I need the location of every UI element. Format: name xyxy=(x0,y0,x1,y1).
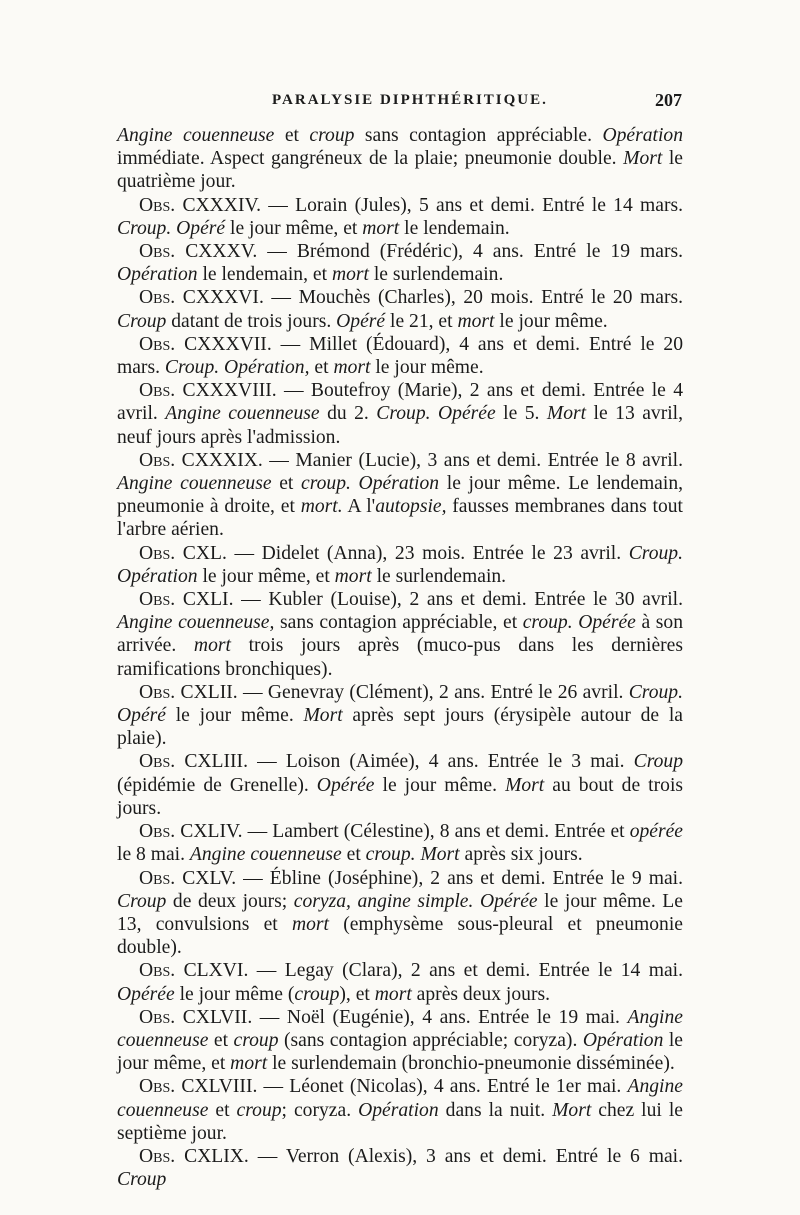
text-run: (emphysème sous-pleural et pneumonie double). xyxy=(117,913,683,959)
text-run: le 21, et xyxy=(385,310,458,332)
text-run: chez lui le septième jour. xyxy=(117,1099,683,1144)
text-run: CXXXIX. — Manier (Lucie), 3 ans et demi. Entrée le 8 avril. xyxy=(175,449,683,471)
text-run: fausses membranes dans tout l'arbre aérien. xyxy=(117,496,683,541)
running-title: PARALYSIE DIPHTHÉRITIQUE. xyxy=(272,92,548,108)
italic-text: Angine couenneuse xyxy=(117,1006,683,1051)
italic-text: Opérée xyxy=(316,774,375,796)
italic-text: croup xyxy=(294,983,340,1005)
observation-paragraph xyxy=(117,124,683,194)
text-run: le jour même. xyxy=(165,705,304,727)
italic-text: mort xyxy=(291,913,329,935)
observation-paragraph xyxy=(117,194,683,240)
italic-text: Opération xyxy=(602,125,683,146)
text-run: le surlendemain (bronchio-pneumonie disséminée). xyxy=(267,1053,675,1075)
observation-label: Obs. xyxy=(139,1006,176,1028)
text-run: CXXXVI. — Mouchès (Charles), 20 mois. Entré le 20 mars. xyxy=(175,287,683,309)
page-number: 207 xyxy=(655,90,682,110)
observation-paragraph xyxy=(117,1075,683,1145)
text-run: le jour même. xyxy=(494,310,608,332)
text-run: le lendemain, et xyxy=(197,264,332,286)
text-run: ; coryza. xyxy=(281,1099,359,1121)
italic-text: croup xyxy=(309,125,355,146)
italic-text: Croup. Opération, xyxy=(164,357,310,379)
text-run: CLXVI. — Legay (Clara), 2 ans et demi. Entrée le 14 mai. xyxy=(175,960,683,982)
observation-label: Obs. xyxy=(139,751,176,773)
italic-text: Croup xyxy=(633,751,683,773)
text-run: A l' xyxy=(342,496,376,518)
page-header xyxy=(0,92,800,118)
italic-text: mort xyxy=(457,310,495,332)
observation-paragraph xyxy=(117,286,683,332)
text-run: CXLV. — Ébline (Joséphine), 2 ans et demi. Entrée le 9 mai. xyxy=(175,867,683,889)
italic-text: Angine couenneuse, xyxy=(117,612,275,634)
text-run: le jour même. Le 13, convulsions et xyxy=(117,890,683,935)
italic-text: Mort xyxy=(505,774,545,796)
text-run: le jour même. xyxy=(370,357,484,379)
text-run: le jour même, et xyxy=(225,217,363,239)
observation-paragraph xyxy=(117,240,683,286)
italic-text: Angine couenneuse xyxy=(117,125,275,146)
italic-text: mort. xyxy=(300,496,343,518)
text-run: CXXXVII. — Millet (Édouard), 4 ans et demi. Entré le 20 mars. xyxy=(117,333,683,379)
observation-label: Obs. xyxy=(139,449,176,471)
italic-text: mort xyxy=(334,565,372,587)
observation-label: Obs. xyxy=(139,867,176,889)
italic-text: Mort xyxy=(552,1099,592,1121)
observation-label: Obs. xyxy=(139,1076,176,1098)
text-run: CXLIII. — Loison (Aimée), 4 ans. Entrée le 3 mai. xyxy=(175,751,634,773)
italic-text: Croup. Opération xyxy=(117,542,683,587)
observation-label: Obs. xyxy=(139,241,176,263)
italic-text: coryza, angine simple. Opérée xyxy=(293,890,538,912)
text-run: après sept jours (érysipèle autour de la plaie). xyxy=(117,705,683,750)
text-run: datant de trois jours. xyxy=(166,310,337,332)
text-run: de deux jours; xyxy=(166,890,294,912)
italic-text: croup. Mort xyxy=(365,844,460,866)
italic-text: Angine couenneuse xyxy=(117,1076,683,1121)
text-run: (épidémie de Grenelle). xyxy=(117,774,317,796)
text-run: et xyxy=(208,1029,234,1051)
text-run: CXLIV. — Lambert (Célestine), 8 ans et demi. Entrée et xyxy=(175,821,630,843)
observation-label: Obs. xyxy=(139,681,176,703)
text-run: et xyxy=(309,357,334,379)
italic-text: Mort xyxy=(623,148,663,170)
italic-text: Croup xyxy=(117,310,167,332)
observation-label: Obs. xyxy=(139,1145,176,1167)
text-run: et xyxy=(341,844,366,866)
text-run: sans contagion appréciable. xyxy=(354,125,603,146)
italic-text: mort xyxy=(193,635,231,657)
italic-text: Angine couenneuse xyxy=(189,844,342,866)
italic-text: Opération xyxy=(358,1099,439,1121)
text-run: CXLVIII. — Léonet (Nicolas), 4 ans. Entré le 1er mai. xyxy=(175,1076,628,1098)
text-run: ), et xyxy=(339,983,375,1005)
observation-label: Obs. xyxy=(139,194,176,216)
observation-label: Obs. xyxy=(139,380,176,402)
observation-paragraph xyxy=(117,449,683,542)
text-run: CXL. — Didelet (Anna), 23 mois. Entrée le 23 avril. xyxy=(175,542,629,564)
italic-text: croup. Opérée xyxy=(522,612,636,634)
observation-paragraph xyxy=(117,1006,683,1076)
italic-text: Opération xyxy=(582,1029,664,1051)
italic-text: mort xyxy=(362,217,400,239)
text-run: le jour même ( xyxy=(174,983,295,1005)
observation-label: Obs. xyxy=(139,589,176,611)
observation-label: Obs. xyxy=(139,333,176,355)
text-run: le jour même, et xyxy=(117,1029,683,1075)
text-run: le lendemain. xyxy=(399,217,510,239)
text-run: le surlendemain. xyxy=(368,264,504,286)
italic-text: Angine couenneuse xyxy=(165,403,320,425)
italic-text: Croup. Opéré xyxy=(117,217,226,239)
text-run: CXLIX. — Verron (Alexis), 3 ans et demi. Entré le 6 mai. xyxy=(175,1145,683,1167)
text-run: le jour même. xyxy=(374,774,506,796)
text-run: (sans contagion appréciable; coryza). xyxy=(278,1029,583,1051)
italic-text: autopsie, xyxy=(375,496,447,518)
observation-paragraph xyxy=(117,681,683,751)
italic-text: mort xyxy=(333,357,371,379)
text-run: CXLI. — Kubler (Louise), 2 ans et demi. Entrée le 30 avril. xyxy=(175,589,683,611)
italic-text: Croup xyxy=(117,1169,167,1191)
italic-text: Opéré xyxy=(336,310,386,332)
body-text xyxy=(117,124,683,1191)
observation-paragraph xyxy=(117,959,683,1005)
observation-label: Obs. xyxy=(139,542,176,564)
observation-paragraph xyxy=(117,750,683,820)
text-run: après six jours. xyxy=(459,844,583,866)
text-run: sans contagion appréciable, et xyxy=(274,612,523,634)
italic-text: opérée xyxy=(629,821,683,843)
observation-label: Obs. xyxy=(139,287,176,309)
text-run: à son arrivée. xyxy=(117,612,684,657)
observation-paragraph xyxy=(117,588,683,681)
italic-text: Mort xyxy=(546,403,587,425)
observation-label: Obs. xyxy=(139,821,176,843)
text-run: le quatrième jour. xyxy=(117,148,683,193)
text-run: au bout de trois jours. xyxy=(117,774,684,819)
text-run: le jour même. Le lendemain, pneumonie à droite, et xyxy=(117,473,684,518)
italic-text: croup xyxy=(233,1029,279,1051)
text-run: dans la nuit. xyxy=(438,1099,553,1121)
italic-text: Croup. Opérée xyxy=(376,403,496,425)
observation-paragraph xyxy=(117,379,683,449)
observation-paragraph xyxy=(117,333,683,379)
italic-text: Angine couenneuse xyxy=(117,473,272,495)
text-run: et xyxy=(274,125,310,146)
italic-text: mort xyxy=(374,983,412,1005)
italic-text: Croup. Opéré xyxy=(117,681,683,727)
italic-text: croup. Opération xyxy=(301,473,440,495)
text-run: CXLII. — Genevray (Clément), 2 ans. Entré le 26 avril. xyxy=(175,681,629,703)
observation-paragraph xyxy=(117,542,683,588)
text-run: CXXXIV. — Lorain (Jules), 5 ans et demi. Entré le 14 mars. xyxy=(175,194,683,216)
observation-paragraph xyxy=(117,1145,683,1191)
italic-text: mort xyxy=(230,1053,268,1075)
text-run: CXLVII. — Noël (Eugénie), 4 ans. Entrée le 19 mai. xyxy=(175,1006,628,1028)
italic-text: Croup xyxy=(117,890,167,912)
text-run: après deux jours. xyxy=(411,983,550,1005)
text-run: le surlendemain. xyxy=(371,565,507,587)
text-run: le 8 mai. xyxy=(117,844,190,866)
italic-text: Opération xyxy=(117,264,198,286)
text-run: trois jours après (muco-pus dans les dernières ramifications bronchiques). xyxy=(117,635,684,680)
italic-text: Mort xyxy=(303,705,343,727)
text-run: CXXXV. — Brémond (Frédéric), 4 ans. Entré le 19 mars. xyxy=(175,241,683,263)
observation-label: Obs. xyxy=(139,960,176,982)
text-run: immédiate. Aspect gangréneux de la plaie; pneumonie double. xyxy=(117,148,624,170)
text-run: et xyxy=(208,1099,237,1121)
text-run: le 13 avril, neuf jours après l'admission. xyxy=(117,403,684,448)
text-run: le 5. xyxy=(495,403,547,425)
italic-text: mort xyxy=(331,264,369,286)
italic-text: Opérée xyxy=(117,983,175,1005)
text-run: du 2. xyxy=(319,403,377,425)
text-run: et xyxy=(271,473,302,495)
text-run: le jour même, et xyxy=(197,565,335,587)
observation-paragraph xyxy=(117,820,683,866)
observation-paragraph xyxy=(117,867,683,960)
italic-text: croup xyxy=(236,1099,282,1121)
text-run: CXXXVIII. — Boutefroy (Marie), 2 ans et demi. Entrée le 4 avril. xyxy=(117,380,683,425)
